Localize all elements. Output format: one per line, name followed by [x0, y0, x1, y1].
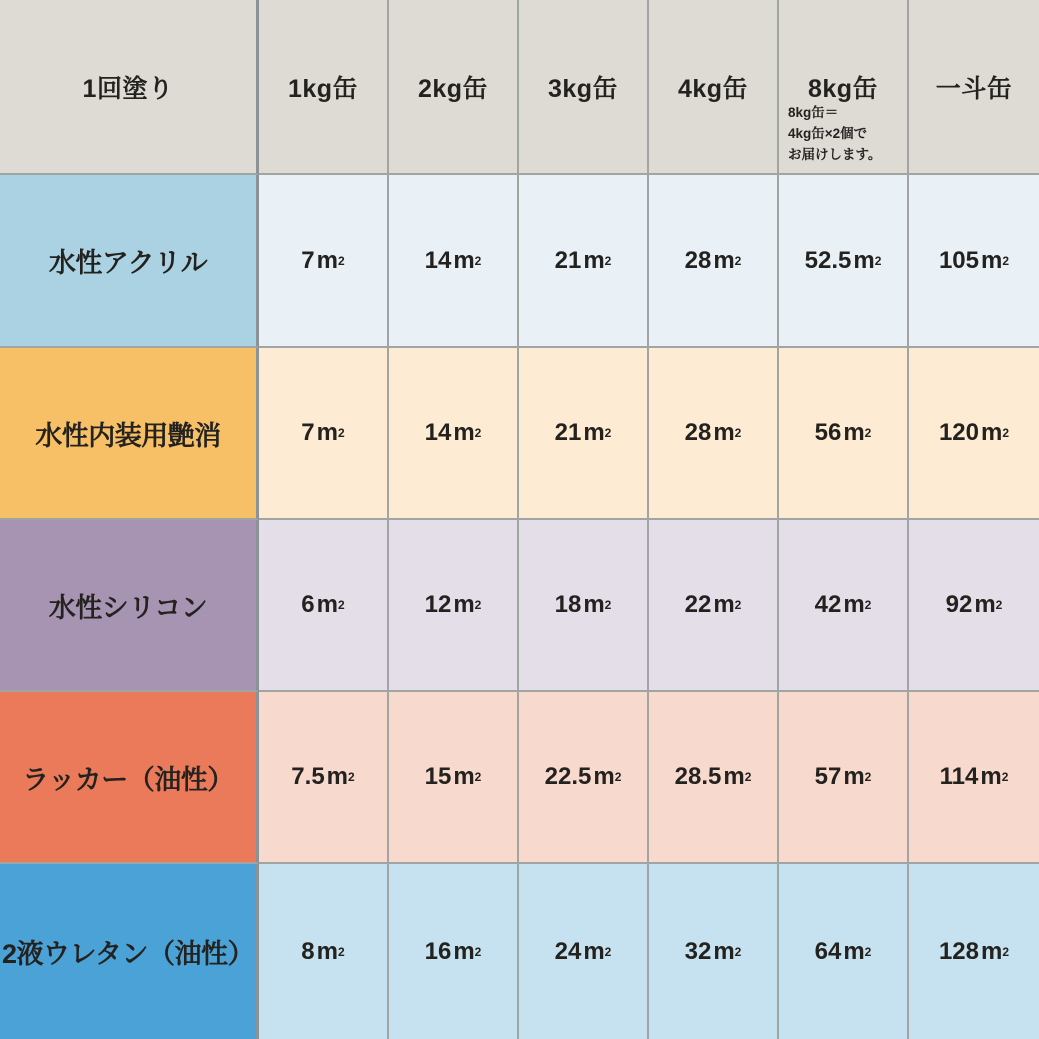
coverage-cell: 21 m 2	[519, 348, 649, 520]
header-4kg-can	[649, 0, 779, 175]
coverage-cell: 128 m 2	[909, 864, 1039, 1039]
square-meter-unit: m	[853, 246, 875, 274]
coverage-value: 7	[301, 246, 315, 274]
square-meter-unit: m	[583, 591, 605, 618]
square-meter-unit: m	[453, 763, 475, 790]
square-meter-unit: m	[453, 419, 475, 446]
coverage-value: 114	[939, 763, 979, 790]
square-meter-unit: m	[843, 419, 865, 446]
8kg-can-note-line3: お届けします。	[788, 146, 882, 162]
square-meter-unit: m	[843, 937, 865, 965]
coverage-cell: 22.5 m 2	[519, 692, 649, 864]
coverage-cell: 92 m 2	[909, 520, 1039, 692]
coverage-value: 42	[814, 591, 842, 618]
coverage-cell: 14 m 2	[389, 175, 519, 348]
square-meter-unit: m	[981, 937, 1003, 965]
coverage-cell: 14 m 2	[389, 348, 519, 520]
coverage-value: 12	[424, 591, 452, 618]
header-itto-can-text: 一斗缶	[935, 74, 1013, 103]
coverage-cell: 28 m 2	[649, 348, 779, 520]
square-meter-unit: m	[713, 591, 735, 618]
coverage-value: 32	[684, 937, 712, 965]
coverage-cell: 6 m 2	[259, 520, 389, 692]
coverage-cell: 7 m 2	[259, 348, 389, 520]
coverage-cell: 24 m 2	[519, 864, 649, 1039]
header-2kg-can-text: 2kg缶	[417, 74, 489, 103]
coverage-cell: 52.5 m 2	[779, 175, 909, 348]
coverage-cell: 7 m 2	[259, 175, 389, 348]
paint-type-text: 2液ウレタン（油性）	[2, 939, 254, 969]
header-itto-can	[909, 0, 1039, 175]
coverage-value: 22	[684, 591, 712, 618]
square-meter-unit: m	[713, 246, 735, 274]
coverage-value: 6	[301, 591, 315, 618]
square-meter-unit: m	[981, 419, 1003, 446]
paint-type-text: 水性シリコン	[48, 592, 208, 623]
square-meter-unit: m	[583, 246, 605, 274]
coverage-cell: 22 m 2	[649, 520, 779, 692]
paint-type-label	[0, 348, 259, 520]
coverage-cell: 105 m 2	[909, 175, 1039, 348]
coverage-value: 21	[554, 419, 582, 446]
coverage-value: 14	[424, 246, 452, 274]
coverage-cell: 8 m 2	[259, 864, 389, 1039]
square-meter-unit: m	[593, 763, 615, 790]
coverage-value: 28	[684, 419, 712, 446]
coverage-value: 21	[554, 246, 582, 274]
coverage-value: 15	[424, 763, 452, 790]
coverage-value: 120	[938, 419, 979, 446]
coverage-cell: 57 m 2	[779, 692, 909, 864]
square-meter-unit: m	[316, 937, 338, 965]
8kg-can-note-line1: 8kg缶＝	[788, 105, 839, 120]
coverage-value: 56	[814, 419, 842, 446]
coverage-value: 57	[814, 763, 842, 790]
coverage-cell: 120 m 2	[909, 348, 1039, 520]
coverage-value: 52.5	[804, 246, 852, 274]
square-meter-unit: m	[326, 763, 349, 790]
coverage-value: 22.5	[544, 763, 592, 790]
coverage-value: 128	[938, 937, 979, 965]
8kg-can-note-line2: 4kg缶×2個で	[788, 125, 868, 141]
square-meter-unit: m	[713, 937, 735, 965]
paint-type-label	[0, 864, 259, 1039]
coverage-value: 64	[814, 937, 842, 965]
coverage-cell: 18 m 2	[519, 520, 649, 692]
square-meter-unit: m	[980, 763, 1002, 790]
coverage-cell: 21 m 2	[519, 175, 649, 348]
coverage-cell: 28.5 m 2	[649, 692, 779, 864]
header-coat-count-text: 1回塗り	[82, 74, 174, 103]
paint-type-text: 水性アクリル	[48, 248, 208, 278]
coverage-cell: 7.5 m 2	[259, 692, 389, 864]
coverage-cell: 16 m 2	[389, 864, 519, 1039]
paint-type-label	[0, 692, 259, 864]
coverage-cell: 15 m 2	[389, 692, 519, 864]
coverage-cell: 64 m 2	[779, 864, 909, 1039]
header-3kg-can-text: 3kg缶	[547, 74, 619, 103]
square-meter-unit: m	[316, 419, 338, 446]
square-meter-unit: m	[583, 937, 605, 965]
coverage-cell: 56 m 2	[779, 348, 909, 520]
header-coat-count	[0, 0, 259, 175]
square-meter-unit: m	[843, 591, 865, 618]
paint-type-text: 水性内装用艶消	[35, 420, 221, 451]
header-3kg-can	[519, 0, 649, 175]
square-meter-unit: m	[713, 419, 735, 446]
square-meter-unit: m	[453, 246, 475, 274]
coverage-cell: 12 m 2	[389, 520, 519, 692]
header-1kg-can	[259, 0, 389, 175]
header-8kg-can	[779, 0, 909, 175]
square-meter-unit: m	[583, 419, 605, 446]
coverage-cell: 114 m 2	[909, 692, 1039, 864]
square-meter-unit: m	[316, 246, 338, 274]
coverage-value: 7.5	[291, 763, 325, 790]
square-meter-unit: m	[453, 591, 475, 618]
coverage-value: 14	[424, 419, 452, 446]
header-2kg-can	[389, 0, 519, 175]
paint-type-label	[0, 520, 259, 692]
square-meter-unit: m	[723, 763, 745, 790]
header-8kg-can-text: 8kg缶	[807, 74, 879, 103]
square-meter-unit: m	[453, 937, 475, 965]
coverage-value: 28.5	[674, 763, 722, 790]
coverage-cell: 28 m 2	[649, 175, 779, 348]
coverage-cell: 42 m 2	[779, 520, 909, 692]
8kg-can-note	[788, 103, 881, 166]
coverage-cell: 32 m 2	[649, 864, 779, 1039]
coverage-value: 24	[554, 937, 582, 965]
coverage-value: 7	[301, 419, 315, 446]
coverage-value: 28	[684, 246, 712, 274]
header-4kg-can-text: 4kg缶	[677, 74, 749, 103]
square-meter-unit: m	[316, 591, 338, 618]
paint-type-text: ラッカー（油性）	[22, 764, 234, 795]
coverage-value: 105	[938, 246, 979, 274]
coverage-value: 8	[301, 937, 315, 965]
coverage-value: 16	[424, 937, 452, 965]
coverage-value: 92	[945, 591, 973, 618]
square-meter-unit: m	[843, 763, 865, 790]
square-meter-unit: m	[981, 246, 1003, 274]
coverage-value: 18	[554, 591, 582, 618]
header-1kg-can-text: 1kg缶	[287, 74, 359, 103]
square-meter-unit: m	[974, 591, 996, 618]
paint-type-label	[0, 175, 259, 348]
